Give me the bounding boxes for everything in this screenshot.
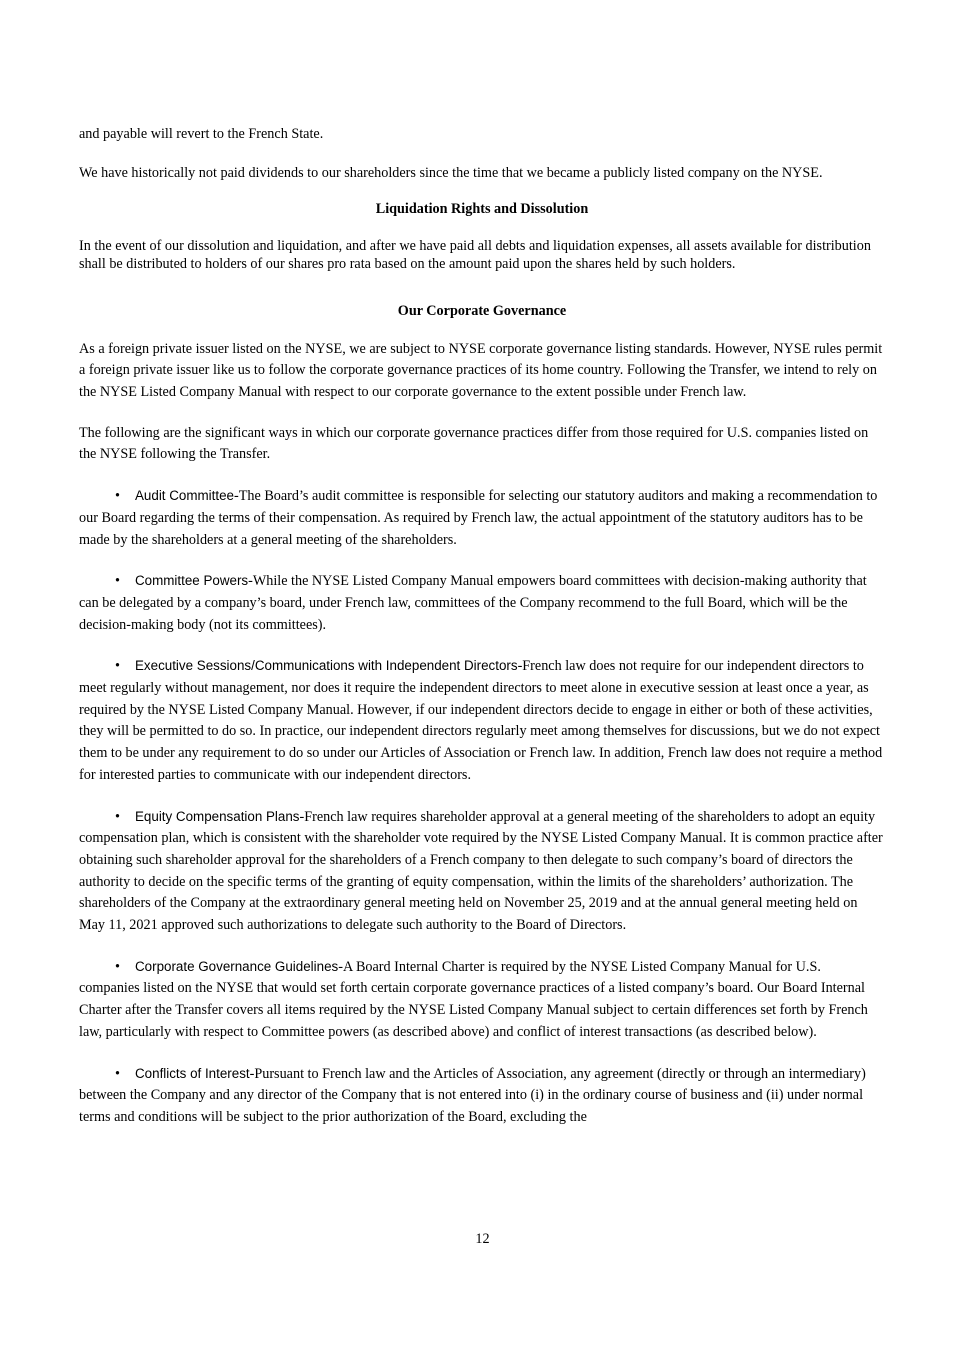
bullet-audit-committee	[79, 485, 885, 551]
bullet-executive-sessions	[79, 655, 885, 786]
heading-corporate-governance: Our Corporate Governance	[397, 302, 567, 319]
bullet-term: Equity Compensation Plans	[135, 808, 300, 824]
paragraph-dividends: We have historically not paid dividends to our shareholders since the time that we became a publicly listed company on the NYSE.	[79, 164, 823, 181]
bullet-term: Corporate Governance Guidelines	[135, 958, 339, 974]
bullet-marker: •	[115, 1065, 120, 1082]
bullet-marker: •	[115, 573, 120, 590]
bullet-term: Audit Committee	[135, 488, 234, 504]
bullet-text: -Pursuant to French law and the Articles of Association, any agreement (directly or through an intermediary) between the Company and any director of the Company that is not entered into (i) in the ordinary course of business and (ii) under normal terms and conditions will be subject to the prior authorization of the Board, excluding the	[79, 1065, 866, 1125]
bullet-text: -While the NYSE Listed Company Manual empowers board committees with decision-making authority that can be delegated by a company’s board, under French law, committees of the Company recommend to the full Board, which will be the decision-making body (not its committees).	[79, 573, 867, 633]
page-number: 12	[475, 1231, 490, 1247]
bullet-marker: •	[115, 958, 120, 975]
bullet-text: -A Board Internal Charter is required by the NYSE Listed Company Manual for U.S. companies listed on the NYSE that would set forth certain corporate governance practices of a listed company’s board. Our Board Internal Charter after the Transfer covers all items required by the NYSE Listed Company Manual subject to certain differences set forth by French law, particularly with respect to Committee powers (as described above) and conflict of interest transactions (as described below).	[79, 958, 868, 1040]
bullet-term: Executive Sessions/Communications with Independent Directors	[135, 658, 518, 674]
bullet-term: Conflicts of Interest	[135, 1065, 250, 1081]
paragraph-french-state: and payable will revert to the French State.	[79, 126, 324, 142]
bullet-governance-guidelines	[79, 956, 885, 1044]
bullet-marker: •	[115, 658, 120, 675]
paragraph-significant-ways: The following are the significant ways in which our corporate governance practices differ from those required for U.S. companies listed on the NYSE following the Transfer.	[79, 424, 869, 463]
bullet-equity-compensation	[79, 806, 885, 937]
bullet-term: Committee Powers	[135, 573, 249, 589]
bullet-marker: •	[115, 488, 120, 505]
paragraph-foreign-private-issuer: As a foreign private issuer listed on the NYSE, we are subject to NYSE corporate governance listing standards. However, NYSE rules permit a foreign private issuer like us to follow the corporate governance practices of its home country. Following the Transfer, we intend to rely on the NYSE Listed Company Manual with respect to our corporate governance to the extent possible under French law.	[79, 340, 883, 401]
bullet-text: -French law requires shareholder approval at a general meeting of the shareholders to adopt an equity compensation plan, which is consistent with the shareholder vote required by the NYSE Listed Company Manual. It is common practice after obtaining such shareholder approval for the shareholders of a French company to then delegate to such company’s board of directors the authority to decide on the specific terms of the granting of equity compensation, within the limits of the shareholders’ authorization. The shareholders of the Company at the extraordinary general meeting held on November 25, 2019 and at the annual general meeting held on May 11, 2021 approved such authorizations to delegate such authority to the Board of Directors.	[79, 808, 883, 934]
bullet-committee-powers	[79, 570, 885, 636]
bullet-conflicts-of-interest	[79, 1063, 885, 1129]
bullet-text: -French law does not require for our independent directors to meet regularly without management, nor does it require the independent directors to meet alone in executive session at least once a year, as required by the NYSE Listed Company Manual. However, if our independent directors decide to engage in either or both of these activities, they will be permitted to do so. In practice, our independent directors regularly meet among themselves for discussions, but we do not expect them to be under any requirement to do so under our Articles of Association or French law. In addition, French law does not require a method for interested parties to communicate with our independent directors.	[79, 658, 883, 783]
paragraph-liquidation: In the event of our dissolution and liquidation, and after we have paid all debts and liquidation expenses, all assets available for distribution shall be distributed to holders of our shares pro rata based on the amount paid upon the shares held by such holders.	[79, 237, 871, 273]
document-page	[79, 124, 885, 1129]
bullet-marker: •	[115, 808, 120, 825]
bullet-text: -The Board’s audit committee is responsible for selecting our statutory auditors and making a recommendation to our Board regarding the terms of their compensation. As required by French law, the actual appointment of the statutory auditors has to be made by the shareholders at a general meeting of the shareholders.	[79, 488, 878, 548]
heading-liquidation-rights: Liquidation Rights and Dissolution	[375, 201, 589, 218]
